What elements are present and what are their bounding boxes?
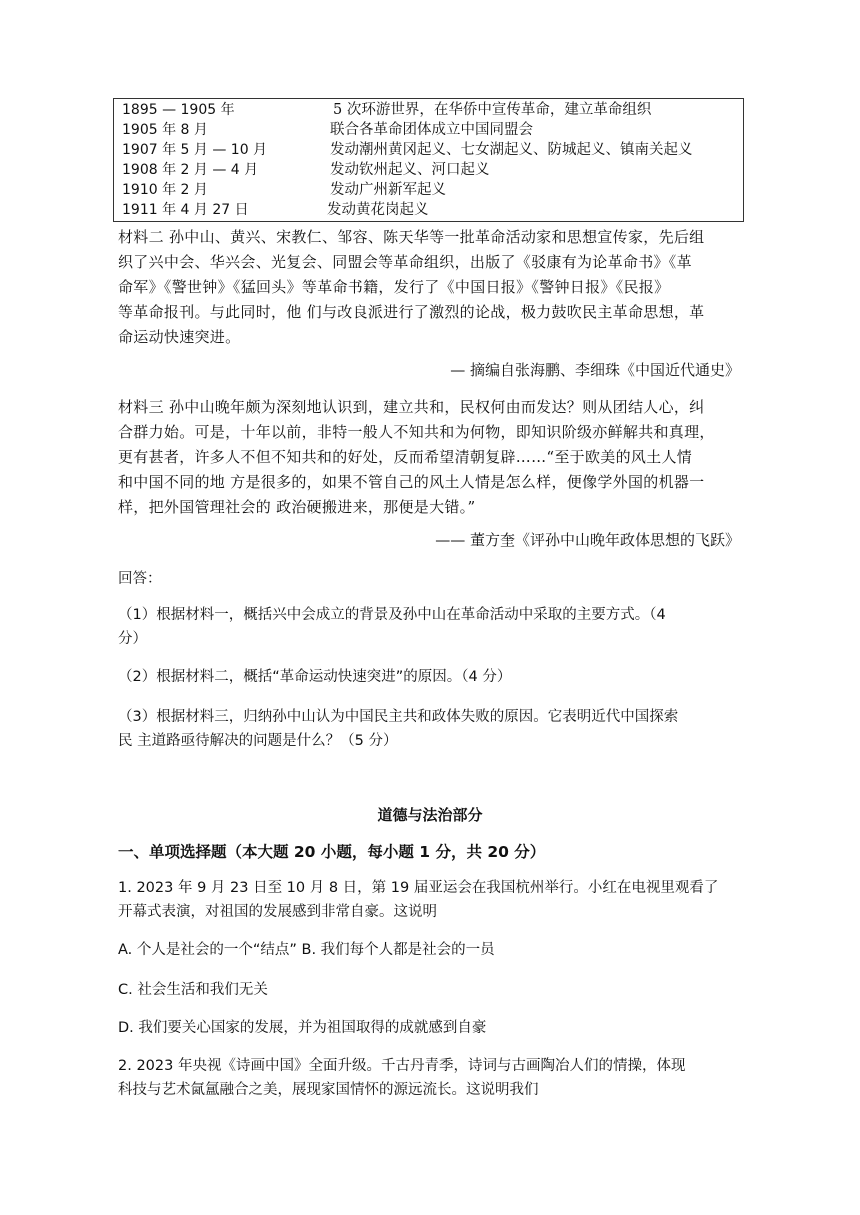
question-line: 民 主道路亟待解决的问题是什么？（5 分） — [118, 733, 398, 749]
timeline-date: 1911 年 4 月 27 日 — [122, 202, 249, 218]
question-line: 分） — [118, 631, 147, 647]
question-line: （2）根据材料二，概括“革命运动快速突进”的原因。（4 分） — [118, 669, 512, 685]
material-three-line: 样，把外国管理社会的 政治硬搬进来，那便是大错。” — [118, 498, 476, 516]
mc-question-2 — [118, 1054, 738, 1102]
material-two-line: 材料二 孙中山、黄兴、宋教仁、邹容、陈天华等一批革命活动家和思想宣传家，先后组 — [118, 228, 705, 246]
timeline-event: 发动钦州起义、河口起义 — [330, 162, 490, 178]
timeline-date: 1907 年 5 月 — 10 月 — [122, 142, 268, 158]
question-line: （3）根据材料三，归纳孙中山认为中国民主共和政体失败的原因。它表明近代中国探索 — [118, 709, 679, 725]
question-stem-line: 科技与艺术氤氲融合之美，展现家国情怀的源远流长。这说明我们 — [118, 1082, 539, 1098]
question-stem-line: 开幕式表演，对祖国的发展感到非常自豪。这说明 — [118, 904, 437, 920]
question-stem-line: 1. 2023 年 9 月 23 日至 10 月 8 日，第 19 届亚运会在我国杭州举行。小红在电视里观看了 — [118, 880, 719, 896]
answer-label: 回答： — [118, 571, 162, 587]
timeline-date: 1905 年 8 月 — [122, 122, 208, 138]
option-a-b: A. 个人是社会的一个“结点” B. 我们每个人都是社会的一员 — [118, 942, 495, 958]
timeline-event: 5 次环游世界，在华侨中宣传革命，建立革命组织 — [333, 102, 652, 118]
timeline-table — [113, 98, 744, 222]
option-d: D. 我们要关心国家的发展，并为祖国取得的成就感到自豪 — [118, 1020, 487, 1036]
question-line: （1）根据材料一，概括兴中会成立的背景及孙中山在革命活动中采取的主要方式。（4 — [118, 607, 666, 623]
material-three-line: 合群力始。可是，十年以前，非特一般人不知共和为何物，即知识阶级亦鲜解共和真理， — [118, 423, 715, 441]
timeline-event: 联合各革命团体成立中国同盟会 — [330, 122, 533, 138]
question-2 — [118, 665, 738, 689]
material-two-line: 等革命报刊。与此同时，他 们与改良派进行了激烈的论战，极力鼓吹民主革命思想，革 — [118, 303, 705, 321]
material-two-line: 织了兴中会、华兴会、光复会、同盟会等革命组织，出版了《驳康有为论革命书》《革 — [118, 253, 692, 271]
question-stem-line: 2. 2023 年央视《诗画中国》全面升级。千古丹青季，诗词与古画陶冶人们的情操，体现 — [118, 1058, 686, 1074]
timeline-event: 发动潮州黄冈起义、七女湖起义、防城起义、镇南关起义 — [330, 142, 693, 158]
timeline-date: 1910 年 2 月 — [122, 182, 208, 198]
material-three-source: —— 董方奎《评孙中山晚年政体思想的飞跃》 — [435, 531, 740, 549]
material-three-line: 材料三 孙中山晚年颇为深刻地认识到，建立共和，民权何由而发达？则从团结人心，纠 — [118, 398, 705, 416]
section-heading: 道德与法治部分 — [377, 806, 483, 824]
part-heading: 一、单项选择题（本大题 20 小题，每小题 1 分，共 20 分） — [118, 843, 546, 861]
option-c: C. 社会生活和我们无关 — [118, 982, 268, 998]
timeline-event: 发动黄花岗起义 — [327, 202, 429, 218]
material-three-line: 和中国不同的地 方是很多的，如果不管自己的风土人情是怎么样，便像学外国的机器一 — [118, 473, 705, 491]
question-3 — [118, 705, 738, 753]
timeline-date: 1908 年 2 月 — 4 月 — [122, 162, 259, 178]
material-three-line: 更有甚者，许多人不但不知共和的好处，反而希望清朝复辟……“至于欧美的风土人情 — [118, 448, 693, 466]
material-two-line: 命运动快速突进。 — [118, 328, 241, 346]
material-two-line: 命军》《警世钟》《猛回头》等革命书籍，发行了《中国日报》《警钟日报》《民报》 — [118, 278, 670, 296]
timeline-event: 发动广州新军起义 — [330, 182, 446, 198]
question-1 — [118, 603, 738, 651]
timeline-date: 1895 — 1905 年 — [122, 102, 235, 118]
material-two-source: — 摘编自张海鹏、李细珠《中国近代通史》 — [450, 361, 740, 379]
mc-question-1 — [118, 876, 738, 924]
